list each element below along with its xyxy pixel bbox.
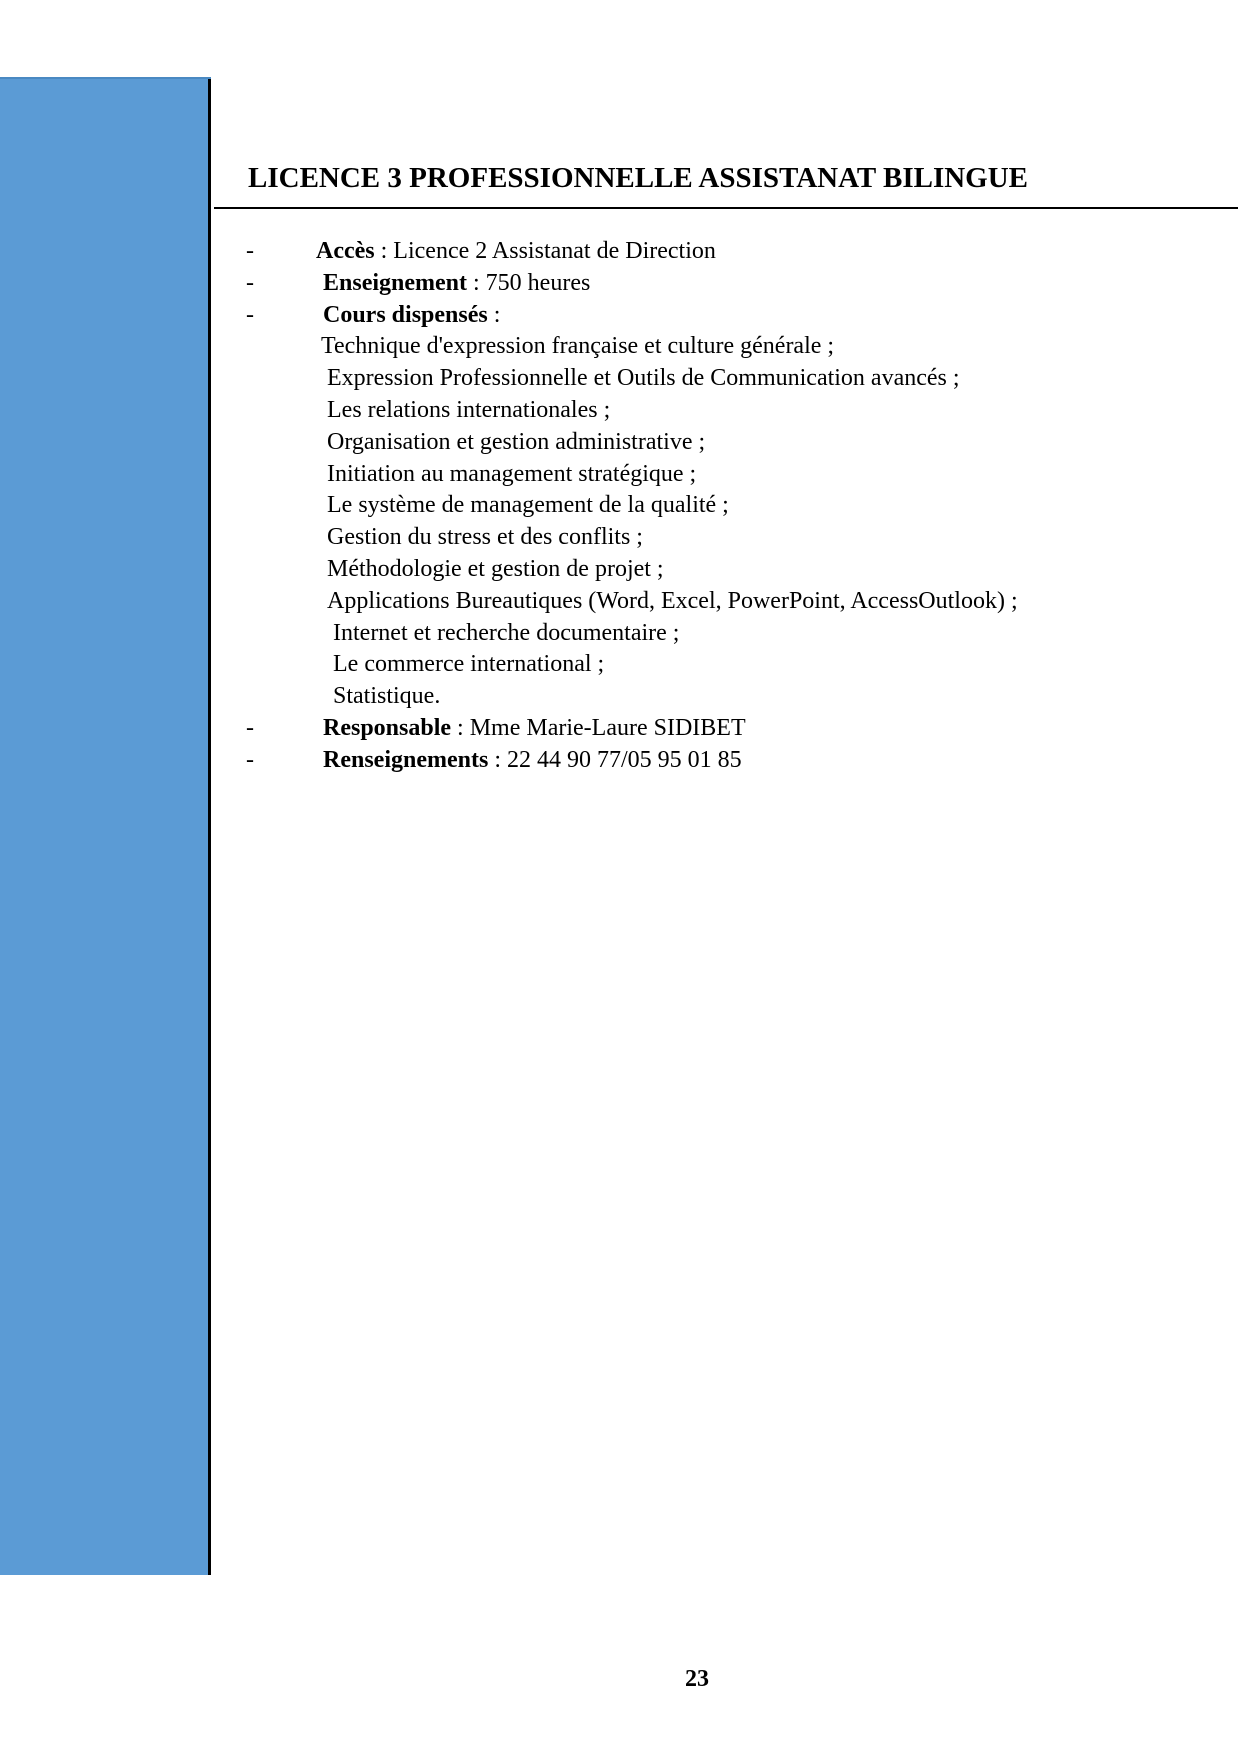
- responsable-label: Responsable: [323, 714, 452, 741]
- bullet-dash: -: [246, 714, 254, 741]
- cours-value: :: [487, 301, 501, 328]
- page-title: LICENCE 3 PROFESSIONNELLE ASSISTANAT BILINGUE: [248, 162, 1029, 194]
- renseignements-label: Renseignements: [323, 746, 489, 773]
- page-number: 23: [685, 1666, 709, 1692]
- bullet-dash: -: [246, 301, 254, 328]
- cours-label: Cours dispensés: [323, 301, 488, 328]
- enseignement-label: Enseignement: [323, 269, 467, 296]
- side-color-band: [0, 77, 211, 1575]
- renseignements-value: : 22 44 90 77/05 95 01 85: [488, 746, 742, 773]
- bullet-dash: -: [246, 238, 254, 264]
- bullet-dash: -: [246, 269, 254, 296]
- bullet-dash: -: [246, 746, 254, 773]
- title-underline: [214, 207, 1238, 209]
- responsable-value: : Mme Marie-Laure SIDIBET: [451, 714, 746, 741]
- acces-label: Accès: [316, 238, 375, 264]
- enseignement-value: : 750 heures: [467, 269, 591, 296]
- acces-value: : Licence 2 Assistanat de Direction: [374, 238, 716, 264]
- side-band-top-edge: [0, 77, 211, 79]
